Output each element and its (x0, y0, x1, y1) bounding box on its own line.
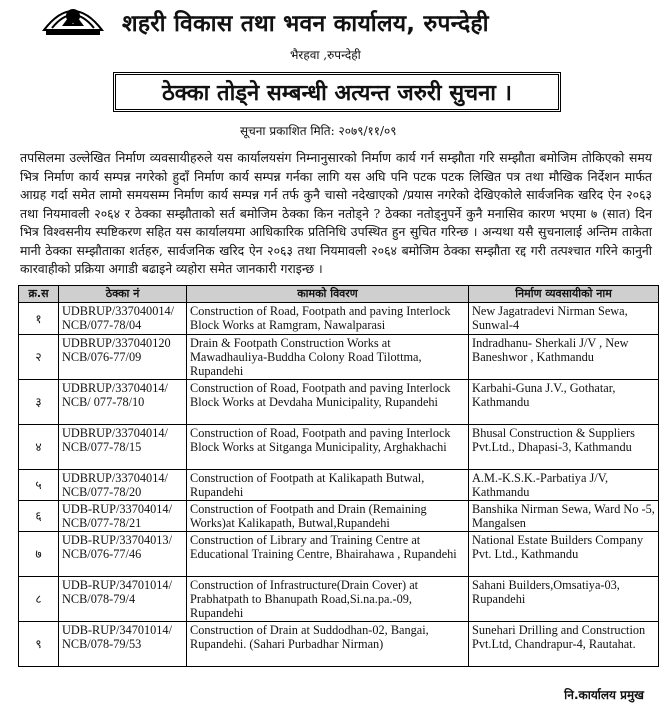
row-contractor-name: Sahani Builders,Omsatiya-03, Rupandehi (469, 577, 659, 622)
row-serial-number: ३ (19, 380, 59, 425)
header-contract-no: ठेक्का नं (59, 286, 187, 303)
row-contractor-name: National Estate Builders Company Pvt. Ltd., Kathmandu (469, 532, 659, 577)
table-row (19, 470, 659, 501)
row-contract-number: UDBRUP/337040014/ NCB/077-78/04 (59, 303, 187, 335)
header-sn: क्र.स (19, 286, 59, 303)
table-row (19, 303, 659, 335)
row-work-description: Construction of Footpath at Kalikapath Butwal, Rupandehi (187, 470, 469, 501)
signature-office-chief: नि.कार्यालय प्रमुख (564, 688, 644, 702)
header-work-description: कामको विवरण (187, 286, 469, 303)
row-work-description: Construction of Infrastructure(Drain Cover) at Prabhatpath to Bhanupath Road,Si.na.pa.-09, Rupandehi (187, 577, 469, 622)
row-contractor-name: Bhusal Construction & Suppliers Pvt.Ltd., Dhapasi-3, Kathmandu (469, 425, 659, 470)
table-row (19, 335, 659, 380)
office-title: शहरी विकास तथा भवन कार्यालय, रुपन्देही (122, 11, 489, 37)
contracts-table (18, 285, 659, 667)
notice-headline: ठेक्का तोड्ने सम्बन्धी अत्यन्त जरुरी सुचना । (162, 81, 512, 106)
row-contractor-name: Karbahi-Guna J.V., Gothatar, Kathmandu (469, 380, 659, 425)
row-work-description: Construction of Footpath and Drain (Remaining Works)at Kalikapath, Butwal,Rupandehi (187, 501, 469, 532)
row-contract-number: UDB-RUP/34701014/ NCB/078-79/4 (59, 577, 187, 622)
office-location: भैरहवा ,रुपन्देही (290, 48, 361, 62)
table-row (19, 622, 659, 667)
row-serial-number: ५ (19, 470, 59, 501)
headline-box (113, 72, 561, 112)
row-contract-number: UDBRUP/33704014/ NCB/077-78/20 (59, 470, 187, 501)
row-contractor-name: Indradhanu- Sherkali J/V , New Baneshwor , Kathmandu (469, 335, 659, 380)
notice-body-text: तपसिलमा उल्लेखित निर्माण व्यवसायीहरुले यस कार्यालयसंग निम्नानुसारको निर्माण कार्य गर्न सम्झौता गरि सम्झौता बमोजिम तोकिएको समय भित्र निर्माण कार्य सम्पन्न नगरेको हुदाँ निर्माण कार्य सम्पन्न गर्नका लागि यस अघि पनि पटक पटक लिखित पत्र तथा मौखिक निर्देशन मार्फत आग्रह गर्दा समेत लामो समयसम्म निर्माण कार्य सम्पन्न गर्न तर्फ कुनै चासो नदेखाएको /प्रयास नगरेको देखिएकोले सार्वजनिक खरिद ऐन २०६३ तथा नियमावली २०६४ र ठेक्का सम्झौताको सर्त बमोजिम ठेक्का किन नतोड्ने ? ठेक्का नतोड्नुपर्ने कुनै मनासिव कारण भएमा ७ (सात) दिन भित्र विश्वसनीय स्पष्टिकरण सहित यस कार्यालयमा आधिकारिक प्रतिनिधि उपस्थित हुन सुचित गरिन्छ । अन्यथा यसै सुचनालाई अन्तिम ताकेता मानी ठेक्का सम्झौताका शर्तहरु, सार्वजनिक खरिद ऐन २०६३ तथा नियमावली २०६४ बमोजिम ठेक्का सम्झौता रद्द गरी तत्पश्चात गरिने कानुनी कारवाहीको प्रक्रिया अगाडी बढाइने व्यहोरा समेत जानकारी गराइन्छ । (20, 150, 652, 276)
published-date: सूचना प्रकाशित मिति: २०७९/११/०९ (240, 124, 397, 138)
table-row (19, 380, 659, 425)
row-contractor-name: New Jagatradevi Nirman Sewa, Sunwal-4 (469, 303, 659, 335)
row-work-description: Construction of Drain at Suddodhan-02, Bangai, Rupandehi. (Sahari Purbadhar Nirman) (187, 622, 469, 667)
row-contractor-name: Banshika Nirman Sewa, Ward No -5, Mangalsen (469, 501, 659, 532)
row-serial-number: २ (19, 335, 59, 380)
table-row (19, 501, 659, 532)
table-body (19, 303, 659, 667)
row-serial-number: ४ (19, 425, 59, 470)
row-serial-number: ८ (19, 577, 59, 622)
row-contract-number: UDB-RUP/33704014/ NCB/077-78/21 (59, 501, 187, 532)
row-contract-number: UDBRUP/337040120 NCB/076-77/09 (59, 335, 187, 380)
row-serial-number: ७ (19, 532, 59, 577)
table-row (19, 577, 659, 622)
row-serial-number: १ (19, 303, 59, 335)
row-serial-number: ९ (19, 622, 59, 667)
table-row (19, 532, 659, 577)
header-contractor-name: निर्माण व्यवसायीको नाम (469, 286, 659, 303)
row-contractor-name: A.M.-K.S.K.-Parbatiya J/V, Kathmandu (469, 470, 659, 501)
nepal-emblem-logo (40, 0, 106, 38)
row-contractor-name: Sunehari Drilling and Construction Pvt.Ltd, Chandrapur-4, Rautahat. (469, 622, 659, 667)
row-contract-number: UDB-RUP/33704013/ NCB/076-77/46 (59, 532, 187, 577)
row-work-description: Drain & Footpath Construction Works at Mawadhauliya-Buddha Colony Road Tilottma, Rupandehi (187, 335, 469, 380)
table-row (19, 425, 659, 470)
row-work-description: Construction of Road, Footpath and paving Interlock Block Works at Sitganga Municipality, Arghakhachi (187, 425, 469, 470)
row-serial-number: ६ (19, 501, 59, 532)
row-work-description: Construction of Library and Training Centre at Educational Training Centre, Bhairahawa , Rupandehi (187, 532, 469, 577)
row-contract-number: UDBRUP/33704014/ NCB/ 077-78/10 (59, 380, 187, 425)
row-contract-number: UDB-RUP/34701014/ NCB/078-79/53 (59, 622, 187, 667)
row-work-description: Construction of Road, Footpath and paving Interlock Block Works at Devdaha Municipality, Rupandehi (187, 380, 469, 425)
table-header-row (19, 286, 659, 303)
row-work-description: Construction of Road, Footpath and paving Interlock Block Works at Ramgram, Nawalparasi (187, 303, 469, 335)
row-contract-number: UDBRUP/33704014/ NCB/077-78/15 (59, 425, 187, 470)
